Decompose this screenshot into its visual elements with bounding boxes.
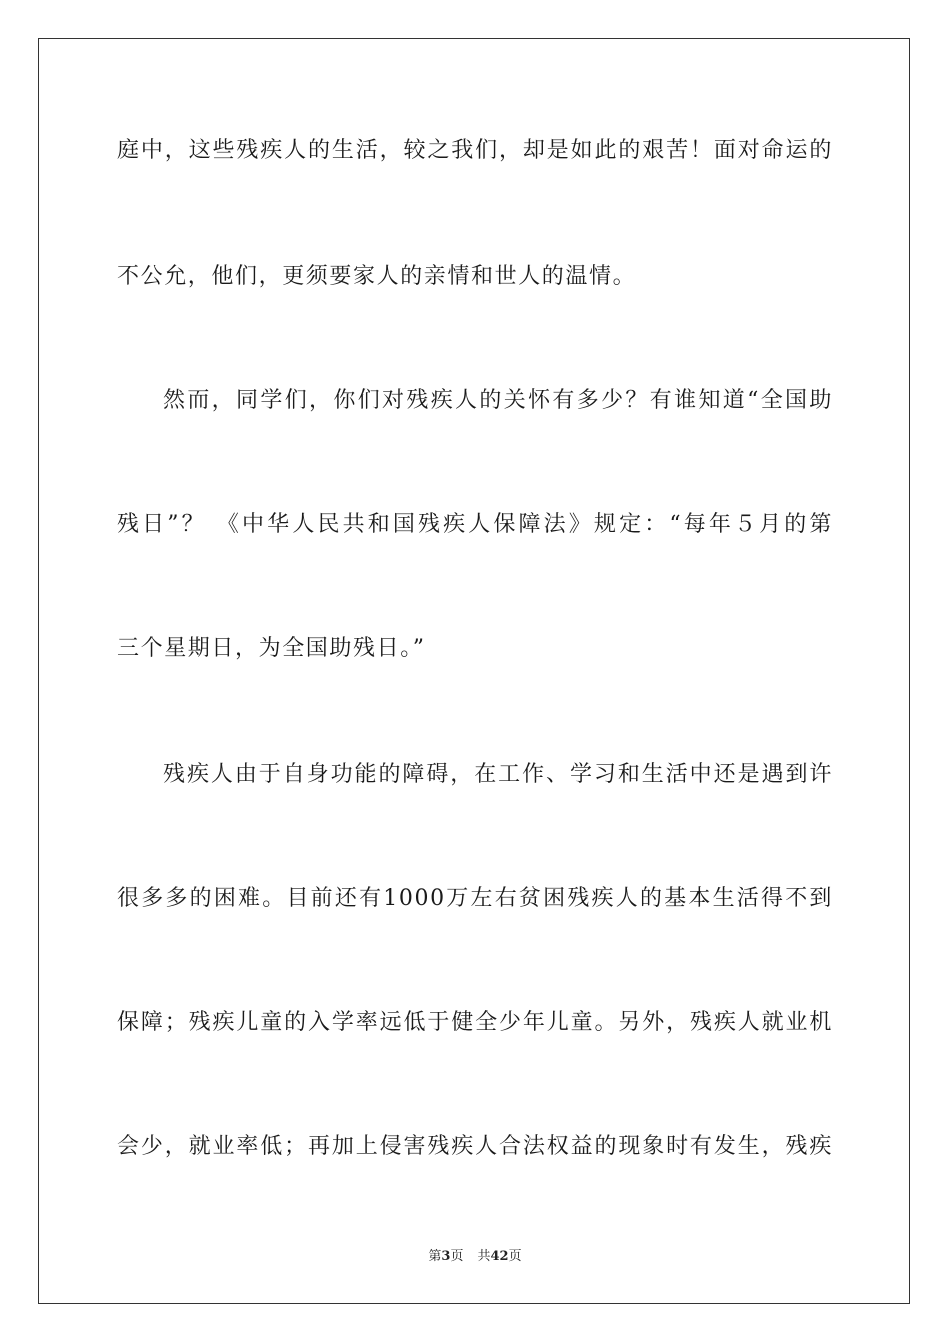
body-line-1: 庭中，这些残疾人的生活，较之我们，却是如此的艰苦！面对命运的 (117, 138, 833, 163)
body-line-2: 不公允，他们，更须要家人的亲情和世人的温情。 (117, 264, 637, 289)
body-line-3: 然而，同学们，你们对残疾人的关怀有多少？有谁知道“全国助 (163, 388, 833, 413)
page-suffix: 页 (450, 1249, 464, 1264)
total-prefix: 共 (477, 1249, 491, 1264)
page-footer (0, 1248, 950, 1266)
body-line-8: 保障；残疾儿童的入学率远低于健全少年儿童。另外，残疾人就业机 (117, 1010, 833, 1035)
body-line-4: 残日”？ 《中华人民共和国残疾人保障法》规定：“每年５月的第 (117, 512, 833, 537)
body-line-9: 会少，就业率低；再加上侵害残疾人合法权益的现象时有发生，残疾 (117, 1134, 833, 1159)
body-line-7: 很多多的困难。目前还有1000万左右贫困残疾人的基本生活得不到 (117, 886, 833, 911)
page-prefix: 第 (428, 1249, 442, 1264)
body-line-5: 三个星期日，为全国助残日。” (117, 636, 426, 661)
total-suffix: 页 (508, 1249, 522, 1264)
page-border (38, 38, 910, 1304)
page-number: 3 (441, 1249, 451, 1264)
total-pages: 42 (490, 1249, 509, 1264)
body-line-6: 残疾人由于自身功能的障碍，在工作、学习和生活中还是遇到许 (163, 762, 833, 787)
